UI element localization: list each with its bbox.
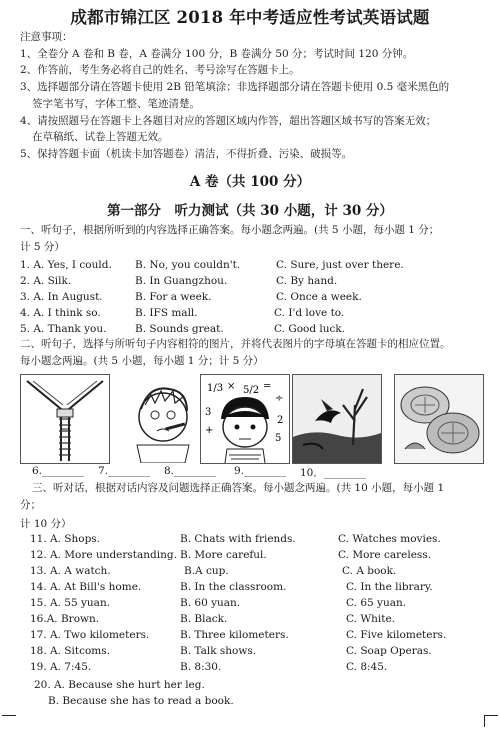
section3-line3: 计 10 分） [20,518,72,530]
option-a: 15. A. 55 yuan. [30,597,111,609]
note-item: 签字笔书写，字体工整、笔迹清楚。 [32,97,200,110]
option-b: B. Chats with friends. [180,533,296,545]
section3-instructions [20,480,492,533]
math-symbol: 5 [275,433,282,444]
option-a: 2. A. Silk. [20,275,72,287]
math-symbol: ÷ [275,393,284,404]
option-b: B. Three kilometers. [180,629,289,641]
math-boy-icon [201,375,289,463]
option-b: B. More careful. [180,549,267,561]
note-item: 2、作答前，考生务必将自己的姓名、考号涂写在答题卡上。 [20,64,300,77]
option-b: B. 60 yuan. [180,597,241,609]
option-c: C. By hand. [276,275,338,287]
question-row [20,627,490,643]
option-c: C. I'd love to. [274,307,345,319]
crop-mark [484,715,485,727]
exam-title: 成都市锦江区 2018 年中考适应性考试英语试题 [70,8,430,27]
question-row [20,321,490,337]
question-row [20,677,490,693]
note-item: 在草稿纸、试卷上答题无效。 [32,131,169,144]
answer-blank[interactable]: 6.________ [32,465,85,477]
option-c: C. 8:45. [346,661,388,673]
option-c: C. In the library. [346,581,433,593]
option-a: 12. A. More understanding. [30,549,177,561]
option-c: C. White. [346,613,396,625]
option-c: C. More careless. [338,549,432,561]
crop-mark [484,715,498,716]
option-a: 14. A. At Bill's home. [30,581,142,593]
answer-blank[interactable]: 9.________ [234,465,287,477]
option-a: 4. A. I think so. [20,307,101,319]
question-row [20,595,490,611]
option-a: 17. A. Two kilometers. [30,629,150,641]
option-c: C. Once a week. [276,291,362,303]
option-b: B. No, you couldn't. [135,259,241,271]
bird-tree-icon [293,375,381,463]
question-row [20,547,490,563]
sick-boy-picture [128,374,200,464]
question-row [20,693,490,709]
section2-line2: 每小题念两遍。(共 5 小题，每小题 1 分；计 5 分） [20,355,264,367]
math-symbol: = [263,381,272,392]
math-symbol: 1/3 [207,383,224,394]
option-a: 11. A. Shops. [30,533,101,545]
option-a: 20. A. Because she hurt her leg. [34,679,205,691]
math-boy-picture [200,374,290,464]
picture-row [20,374,482,464]
section2-instructions [20,336,492,370]
option-b: B. In Guangzhou. [135,275,228,287]
option-b: B. Talk shows. [180,645,257,657]
question-row [20,611,490,627]
mooncake-picture [394,374,484,464]
sick-boy-icon [129,375,199,463]
question-row [20,579,490,595]
option-c: C. Five kilometers. [346,629,447,641]
note-item: 1、全卷分 A 卷和 B 卷，A 卷满分 100 分，B 卷满分 50 分；考试时间 120 分钟。 [20,47,414,60]
question-row [20,273,490,289]
option-c: C. 65 yuan. [346,597,407,609]
bird-tree-picture [292,374,382,464]
note-item: 4、请按照题号在答题卡上各题目对应的答题区域内作答，超出答题区域书写的答案无效； [20,114,437,127]
option-b: B. 8:30. [180,661,222,673]
mooncake-icon [395,375,483,463]
option-b: B. Because she has to read a book. [48,695,234,707]
answer-blanks [32,465,472,481]
zipper-picture [20,374,110,464]
question-row [20,659,490,675]
section3-line1: 三、听对话，根据对话内容及问题选择正确答案。每小题念两遍。(共 10 小题，每小题 1 [32,482,445,494]
option-b: B. IFS mall. [135,307,198,319]
section1-instructions [20,222,492,256]
section1-line1: 一、听句子，根据所听到的内容选择正确答案。每小题念两遍。(共 5 小题，每小题 1 分； [20,224,440,236]
option-c: C. Good luck. [274,323,346,335]
answer-blank[interactable]: 7.________ [98,465,151,477]
question-row [20,531,490,547]
math-symbol: + [205,425,214,436]
math-symbol: 2 [277,415,284,426]
option-a: 19. A. 7:45. [30,661,92,673]
math-symbol: 3 [205,407,212,418]
option-b: B. Black. [180,613,228,625]
question-row [20,643,490,659]
answer-blank[interactable]: 10．________ [300,467,366,479]
notes-section [20,29,488,163]
question-row [20,257,490,273]
option-a: 18. A. Sitcoms. [30,645,110,657]
option-a: 3. A. In August. [20,291,103,303]
section1-line2: 计 5 分） [20,241,65,253]
answer-blank[interactable]: 8.________ [164,465,217,477]
question-row [20,563,490,579]
section3-line2: 分； [20,499,41,511]
option-b: B. For a week. [135,291,212,303]
section2-line1: 二、听句子，选择与所听句子内容相符的图片，并将代表图片的字母填在答题卡的相应位置。 [20,338,451,350]
note-item: 3、选择题部分请在答题卡使用 2B 铅笔填涂；非选择题部分请在答题卡使用 0.5 毫米黑色的 [20,81,450,94]
notes-heading: 注意事项： [20,31,73,43]
option-c: C. Soap Operas. [346,645,432,657]
option-b: B. In the classroom. [180,581,287,593]
question-row [20,289,490,305]
section-a-title: A 卷（共 100 分） [189,174,311,190]
crop-mark [2,715,16,716]
zipper-icon [21,375,109,463]
option-c: C. Sure, just over there. [276,259,404,271]
option-a: 1. A. Yes, I could. [20,259,112,271]
option-c: C. Watches movies. [338,533,441,545]
math-symbol: × [227,381,236,392]
option-c: C. A book. [342,565,397,577]
part-one-title: 第一部分 听力测试（共 30 小题，计 30 分） [107,203,393,219]
option-b: B. Sounds great. [135,323,224,335]
question-row [20,305,490,321]
option-b: B.A cup. [184,565,229,577]
option-a: 16.A. Brown. [30,613,100,625]
option-a: 13. A. A watch. [30,565,111,577]
math-symbol: 5/2 [243,385,260,396]
option-a: 5. A. Thank you. [20,323,107,335]
note-item: 5、保持答题卡面（机读卡加答题卷）清洁，不得折叠、污染、破损等。 [20,147,353,160]
